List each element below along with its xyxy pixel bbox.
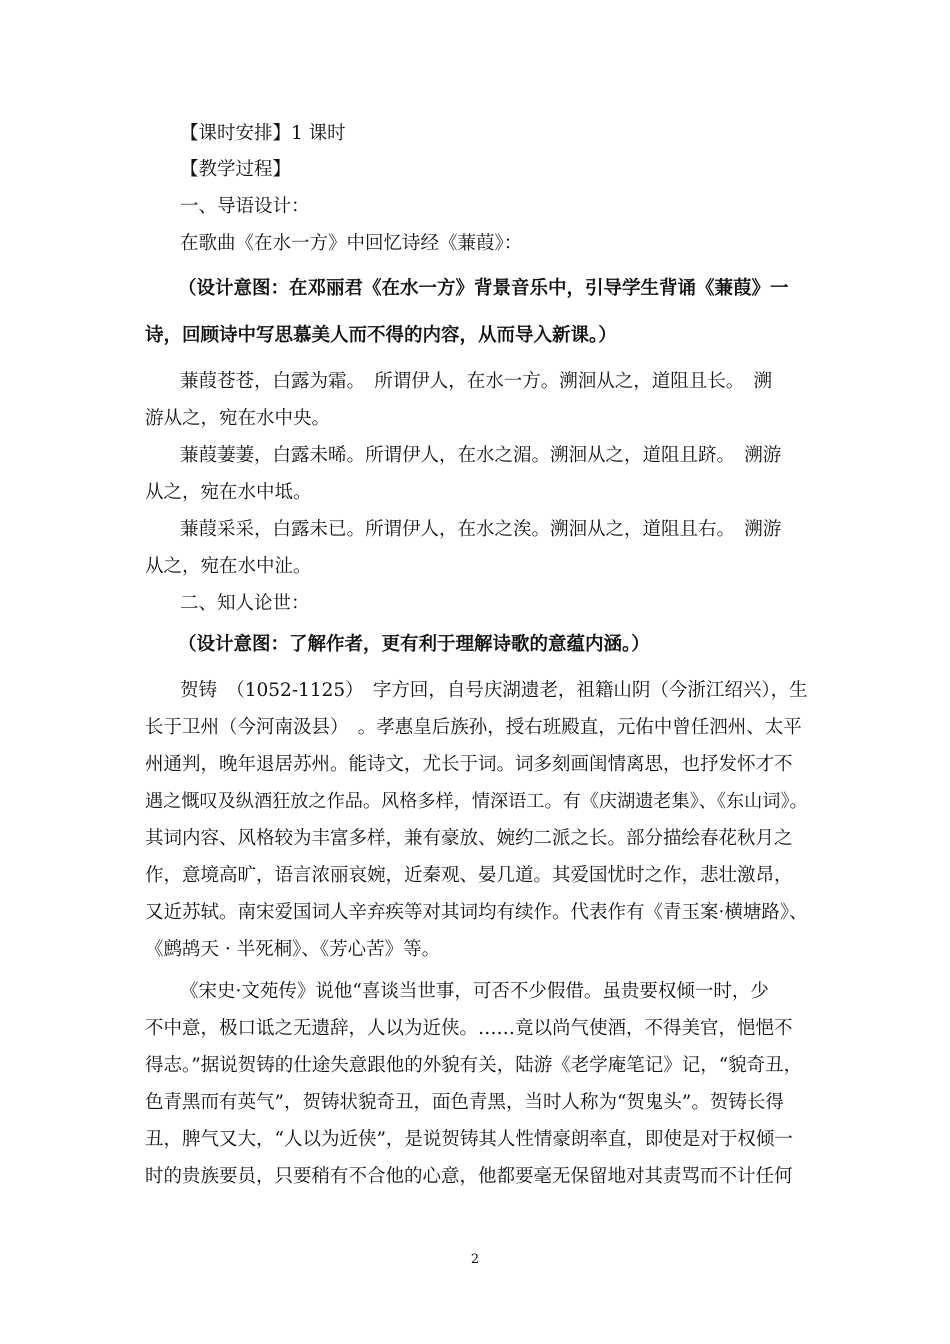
text-line: 时的贵族要员，只要稍有不合他的心意，他都要毫无保留地对其责骂而不计任何 xyxy=(145,1166,793,1187)
text-line: 蒹葭采采，白露未已。所谓伊人，在水之涘。溯洄从之，道阻且右。 溯游 xyxy=(180,519,782,540)
text-line: 丑，脾气又大，“人以为近侠”，是说贺铸其人性情豪朗率直，即使是对于权倾一 xyxy=(145,1129,793,1150)
design-intent-line: （设计意图：在邓丽君《在水一方》背景音乐中，引导学生背诵《蒹葭》一 xyxy=(178,278,789,299)
text-line: 贺铸 （1052-1125） 字方回，自号庆湖遗老，祖籍山阴（今浙江绍兴），生 xyxy=(180,680,808,701)
text-line: 游从之，宛在水中央。 xyxy=(145,408,331,429)
text-line: 从之，宛在水中坻。 xyxy=(145,482,312,503)
text-line: 作，意境高旷，语言浓丽哀婉，近秦观、晏几道。其爱国忧时之作，悲壮激昂， xyxy=(145,865,793,886)
text-line: 长于卫州（今河南汲县） 。孝惠皇后族孙，授右班殿直，元佑中曾任泗州、太平 xyxy=(145,717,802,738)
text-line: 《鹧鸪天 · 半死桐》、《芳心苦》等。 xyxy=(145,939,441,960)
text-line: 得志。”据说贺铸的仕途失意跟他的外貌有关，陆游《老学庵笔记》记，“貌奇丑， xyxy=(145,1055,803,1076)
text-line: 蒹葭萋萋，白露未晞。所谓伊人，在水之湄。溯洄从之，道阻且跻。 溯游 xyxy=(180,445,782,466)
text-line: 色青黑而有英气”，贺铸状貌奇丑，面色青黑，当时人称为“贺鬼头”。贺铸长得 xyxy=(145,1092,784,1113)
text-line: 遇之慨叹及纵酒狂放之作品。风格多样，情深语工。有《庆湖遗老集》、《东山词》。 xyxy=(145,791,808,812)
design-intent-line: 诗，回顾诗中写思慕美人而不得的内容，从而导入新课。） xyxy=(145,325,617,346)
text-line: 一、导语设计： xyxy=(180,196,310,217)
page-number: 2 xyxy=(470,1252,480,1267)
text-line: 蒹葭苍苍，白露为霜。 所谓伊人，在水一方。溯洄从之，道阻且长。 溯 xyxy=(180,371,773,392)
text-line: 在歌曲《在水一方》中回忆诗经《蒹葭》： xyxy=(180,233,523,254)
design-intent-line: （设计意图：了解作者，更有利于理解诗歌的意蕴内涵。） xyxy=(178,634,650,655)
text-line: 【课时安排】1 课时 xyxy=(180,123,346,144)
text-line: 二、知人论世： xyxy=(180,593,310,614)
text-line: 又近苏轼。南宋爱国词人辛弃疾等对其词均有续作。代表作有《青玉案·横塘路》、 xyxy=(145,902,808,923)
text-line: 州通判，晚年退居苏州。能诗文，尤长于词。词多刻画闺情离思，也抒发怀才不 xyxy=(145,754,793,775)
text-line: 不中意，极口诋之无遗辞，人以为近侠。……竟以尚气使酒，不得美官，悒悒不 xyxy=(145,1018,793,1039)
text-line: 其词内容、风格较为丰富多样，兼有豪放、婉约二派之长。部分描绘春花秋月之 xyxy=(145,828,793,849)
text-line: 【教学过程】 xyxy=(180,159,292,180)
text-line: 从之，宛在水中沚。 xyxy=(145,556,312,577)
text-line: 《宋史·文苑传》说他“喜谈当世事，可否不少假借。虽贵要权倾一时，少 xyxy=(180,981,769,1002)
